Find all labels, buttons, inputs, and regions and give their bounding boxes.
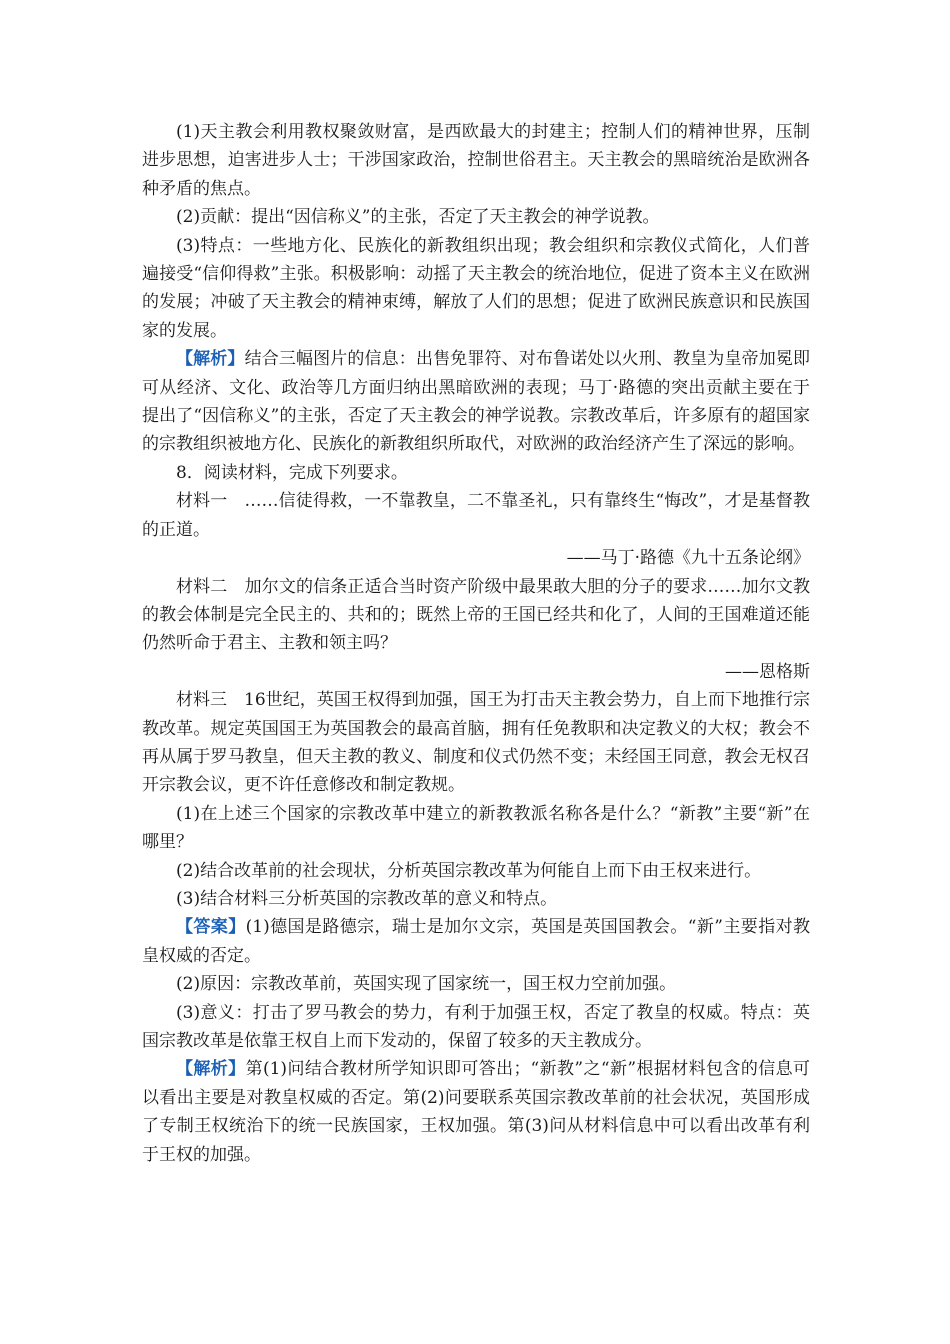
document-page <box>142 118 810 1169</box>
answer-8-2: (2)原因：宗教改革前，英国实现了国家统一，国王权力空前加强。 <box>176 974 677 995</box>
analysis-tag: 【解析】 <box>176 349 245 370</box>
material-2-source: ——恩格斯 <box>725 661 810 682</box>
material-1-source: ——马丁·路德《九十五条论纲》 <box>566 548 810 569</box>
analysis-paragraph-7: 【解析】结合三幅图片的信息：出售免罪符、对布鲁诺处以火刑、教皇为皇帝加冕即可从经济、文化、政治等几方面归纳出黑暗欧洲的表现；马丁·路德的突出贡献主要在于提出了“因信称义”的主张，否定了天主教会的神学说教。宗教改革后，许多原有的超国家的宗教组织被地方化、民族化的新教组织所取代，对欧洲的政治经济产生了深远的影响。 <box>142 349 811 455</box>
answer-paragraph-1: (1)天主教会利用教权聚敛财富，是西欧最大的封建主；控制人们的精神世界，压制进步思想，迫害进步人士；干涉国家政治，控制世俗君主。天主教会的黑暗统治是欧洲各种矛盾的焦点。 <box>142 122 810 199</box>
analysis-paragraph-8: 【解析】第(1)问结合教材所学知识即可答出；“新教”之“新”根据材料包含的信息可以看出主要是对教皇权威的否定。第(2)问要联系英国宗教改革前的社会状况，英国形成了专制王权统治下的统一民族国家，王权加强。第(3)问从材料信息中可以看出改革有利于王权的加强。 <box>142 1059 811 1165</box>
material-3: 材料三 16世纪，英国王权得到加强，国王为打击天主教会势力，自上而下地推行宗教改革。规定英国国王为英国教会的最高首脑，拥有任免教职和决定教义的大权；教会不再从属于罗马教皇，但天主教的教义、制度和仪式仍然不变；未经国王同意，教会无权召开宗教会议，更不许任意修改和制定教规。 <box>142 690 810 796</box>
question-8-stem: 8．阅读材料，完成下列要求。 <box>176 462 408 483</box>
answer-8-1: 【答案】(1)德国是路德宗，瑞士是加尔文宗，英国是英国国教会。“新”主要指对教皇权威的否定。 <box>142 917 811 966</box>
material-2: 材料二 加尔文的信条正适合当时资产阶级中最果敢大胆的分子的要求……加尔文教的教会体制是完全民主的、共和的；既然上帝的王国已经共和化了，人间的王国难道还能仍然听命于君主、主教和领主吗？ <box>142 576 810 654</box>
material-1: 材料一 ……信徒得救，一不靠教皇，二不靠圣礼，只有靠终生“悔改”，才是基督教的正道。 <box>142 491 810 540</box>
sub-question-1: (1)在上述三个国家的宗教改革中建立的新教教派名称各是什么？“新教”主要“新”在哪里？ <box>142 803 810 853</box>
analysis-tag: 【解析】 <box>176 1059 246 1080</box>
sub-question-3: (3)结合材料三分析英国的宗教改革的意义和特点。 <box>176 888 558 909</box>
answer-8-3: (3)意义：打击了罗马教会的势力，有利于加强王权，否定了教皇的权威。特点：英国宗教改革是依靠王权自上而下发动的，保留了较多的天主教成分。 <box>142 1002 810 1051</box>
answer-paragraph-2: (2)贡献：提出“因信称义”的主张，否定了天主教会的神学说教。 <box>176 207 660 228</box>
answer-paragraph-3: (3)特点：一些地方化、民族化的新教组织出现；教会组织和宗教仪式简化，人们普遍接受“信仰得救”主张。积极影响：动摇了天主教会的统治地位，促进了资本主义在欧洲的发展；冲破了天主教会的精神束缚，解放了人们的思想；促进了欧洲民族意识和民族国家的发展。 <box>142 235 810 341</box>
sub-question-2: (2)结合改革前的社会现状，分析英国宗教改革为何能自上而下由王权来进行。 <box>176 860 762 881</box>
answer-tag: 【答案】 <box>176 917 246 938</box>
